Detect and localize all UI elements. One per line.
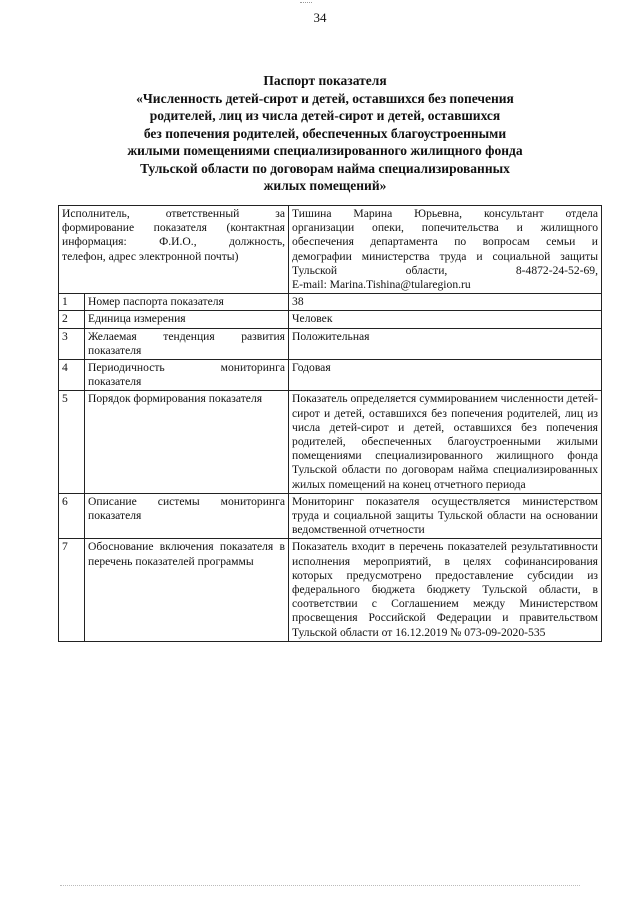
title-line: без попечения родителей, обеспеченных благоустроенными: [143, 125, 507, 141]
scan-noise: [60, 885, 580, 887]
row-value: Годовая: [289, 360, 602, 391]
table-row: [59, 360, 602, 391]
row-number: 4: [59, 360, 85, 391]
executor-value-line: организации опеки, попечительства и жилищного: [292, 221, 598, 235]
executor-value-line: E-mail: Marina.Tishina@tularegion.ru: [292, 278, 471, 292]
row-number: 3: [59, 328, 85, 359]
scan-mark: [300, 2, 312, 4]
executor-label-line: Исполнитель, ответственный за: [62, 207, 286, 220]
title-line: Тульской области по договорам найма специализированных: [140, 160, 510, 176]
executor-value-line: Тишина Марина Юрьевна, консультант отдела: [292, 207, 598, 220]
executor-value-line: Тульской области, 8-4872-24-52-69,: [292, 263, 598, 277]
row-value: Мониторинг показателя осуществляется министерством труда и социальной защиты Тульской области на основании ведомственной отчетности: [289, 493, 602, 539]
table-row: [59, 391, 602, 493]
document-title: [90, 72, 560, 195]
executor-label-line: телефон, адрес электронной почты): [62, 249, 239, 263]
row-label: Периодичность мониторинга показателя: [85, 360, 289, 391]
executor-value: [289, 206, 602, 294]
row-number: 1: [59, 294, 85, 311]
row-label: Описание системы мониторинга показателя: [85, 493, 289, 539]
title-line: жилыми помещениями специализированного жилищного фонда: [127, 143, 523, 158]
table-row: [59, 539, 602, 641]
title-line: родителей, лиц из числа детей-сирот и детей, оставшихся: [149, 108, 501, 123]
row-number: 2: [59, 311, 85, 328]
table-row: [59, 328, 602, 359]
row-number: 6: [59, 493, 85, 539]
title-line: жилых помещений»: [263, 178, 387, 193]
executor-label-line: формирование показателя (контактная: [62, 221, 286, 235]
title-line: Паспорт показателя: [263, 73, 387, 88]
row-label: Единица измерения: [85, 311, 289, 328]
row-value: 38: [289, 294, 602, 311]
row-number: 5: [59, 391, 85, 493]
table-row-executor: [59, 206, 602, 294]
row-value: Человек: [289, 311, 602, 328]
executor-label-line: информация: Ф.И.О., должность,: [62, 235, 286, 249]
row-value: Показатель определяется суммированием численности детей-сирот и детей, оставшихся без попечения родителей, лиц из числа детей-сирот и детей, оставшихся без попечения родителей, обеспеченных благоустроенными жилыми помещениями специализированного жилищного фонда Тульской области по договорам найма специализированных жилых помещений на конец отчетного периода: [289, 391, 602, 493]
row-number: 7: [59, 539, 85, 641]
row-label: Номер паспорта показателя: [85, 294, 289, 311]
title-line: «Численность детей-сирот и детей, оставшихся без попечения: [136, 90, 514, 106]
row-label: Желаемая тенденция развития показателя: [85, 328, 289, 359]
executor-value-line: обеспечения департамента по вопросам семьи и: [292, 235, 598, 249]
passport-table: [58, 205, 602, 642]
executor-value-line: демографии министерства труда и социальной защиты: [292, 249, 598, 263]
page-number: 34: [313, 10, 327, 25]
row-label: Обоснование включения показателя в перечень показателей программы: [85, 539, 289, 641]
row-value: Показатель входит в перечень показателей результативности исполнения мероприятий, в целях софинансирования которых предусмотрено предоставление субсидии из федерального бюджета бюджету Тульской области, в соответствии с Соглашением между Министерством просвещения Российской Федерации и правительством Тульской области от 16.12.2019 № 073-09-2020-535: [289, 539, 602, 641]
row-label: Порядок формирования показателя: [85, 391, 289, 493]
table-row: [59, 294, 602, 311]
table-row: [59, 493, 602, 539]
table-row: [59, 311, 602, 328]
executor-label: [59, 206, 289, 294]
row-value: Положительная: [289, 328, 602, 359]
